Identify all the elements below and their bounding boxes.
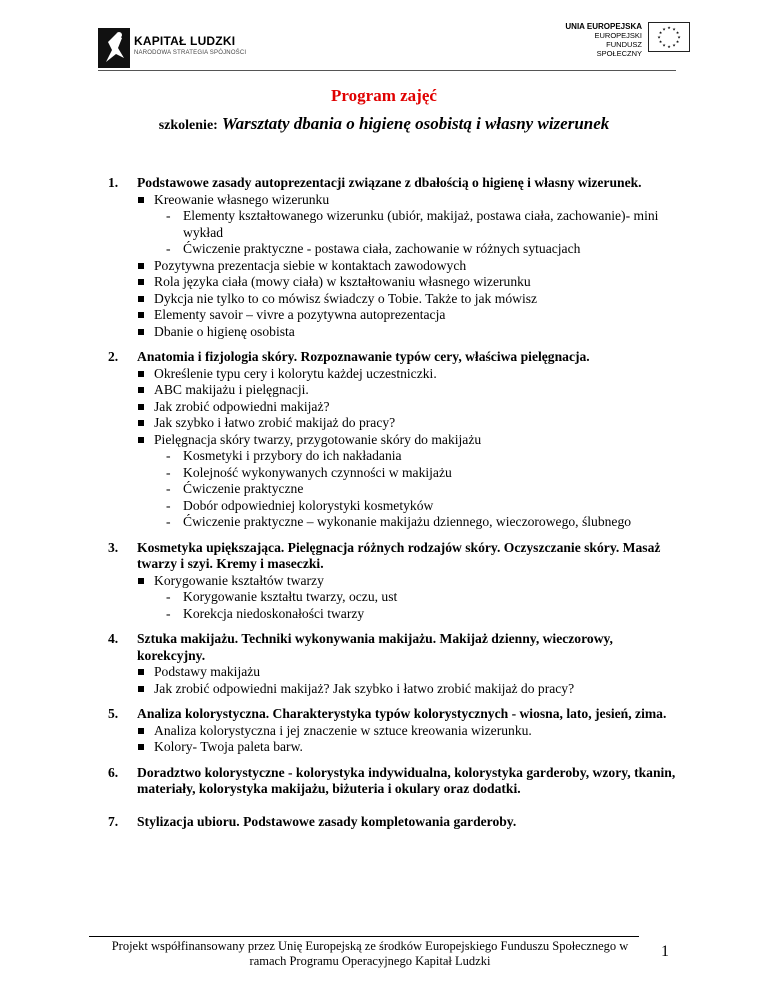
- eu-logo-text: [560, 22, 642, 58]
- dash-bullet-icon: -: [166, 208, 171, 223]
- dash-bullet-icon: -: [166, 464, 171, 480]
- list-item-text: Kreowanie własnego wizerunku: [154, 191, 330, 207]
- section-heading: Sztuka makijażu. Techniki wykonywania makijażu. Makijaż dzienny, wieczorowy, korekcyjny.: [137, 631, 613, 663]
- square-bullet-icon: [138, 197, 144, 203]
- sub-item: [137, 465, 678, 482]
- training-label: szkolenie:: [158, 118, 218, 133]
- section-heading: Anatomia i fizjologia skóry. Rozpoznawanie typów cery, właściwa pielęgnacja.: [137, 349, 590, 364]
- footer-line1: Projekt współfinansowany przez Unię Europejską ze środków Europejskiego Funduszu Społecznego w: [111, 939, 629, 953]
- sub-item-text: Korygowanie kształtu twarzy, oczu, ust: [183, 589, 398, 604]
- list-item-text: Rola języka ciała (mowy ciała) w kształtowaniu własnego wizerunku: [154, 274, 531, 289]
- square-bullet-icon: [138, 578, 144, 584]
- svg-text:★: ★: [675, 39, 680, 44]
- svg-text:★: ★: [672, 26, 676, 32]
- list-item: [137, 258, 678, 275]
- square-bullet-icon: [138, 686, 144, 692]
- sub-item: [137, 514, 678, 531]
- square-bullet-icon: [138, 263, 144, 269]
- program-section: [108, 349, 678, 531]
- list-item-text: Określenie typu cery i kolorytu każdej uczestniczki.: [154, 365, 437, 381]
- list-item-text: Jak zrobić odpowiedni makijaż?: [154, 398, 330, 414]
- square-bullet-icon: [138, 437, 144, 443]
- eu-logo-line2: EUROPEJSKI: [594, 31, 642, 40]
- list-item-text: Analiza kolorystyczna i jej znaczenie w sztuce kreowania wizerunku.: [154, 722, 532, 738]
- square-bullet-icon: [138, 312, 144, 318]
- list-item: [137, 432, 678, 449]
- training-subtitle: [0, 114, 768, 134]
- list-item-text: Jak szybko i łatwo zrobić makijaż do pracy?: [154, 415, 396, 430]
- square-bullet-icon: [138, 296, 144, 302]
- svg-text:★: ★: [658, 30, 663, 35]
- footer-line2: ramach Programu Operacyjnego Kapitał Ludzki: [249, 954, 491, 968]
- square-bullet-icon: [138, 744, 144, 750]
- square-bullet-icon: [138, 371, 144, 377]
- list-item: [137, 291, 678, 308]
- list-item: [137, 415, 678, 432]
- square-bullet-icon: [138, 420, 144, 426]
- program-list: [108, 175, 678, 839]
- dash-bullet-icon: -: [166, 589, 171, 604]
- svg-text:★: ★: [675, 30, 680, 35]
- list-item: [137, 681, 678, 698]
- sub-item: [137, 241, 678, 258]
- section-number: 6.: [108, 764, 119, 780]
- dash-bullet-icon: -: [166, 241, 171, 256]
- list-item: [137, 573, 678, 590]
- page-footer: [89, 939, 651, 969]
- header-divider: [98, 70, 676, 71]
- list-item: [137, 366, 678, 383]
- list-item-text: Dykcja nie tylko to co mówisz świadczy o Tobie. Także to jak mówisz: [154, 290, 538, 306]
- sub-item: [137, 448, 678, 465]
- list-item-text: Dbanie o higienę osobista: [154, 323, 295, 339]
- list-item-text: Jak zrobić odpowiedni makijaż? Jak szybko i łatwo zrobić makijaż do pracy?: [154, 680, 575, 696]
- list-item: [137, 723, 678, 740]
- list-item-text: Podstawy makijażu: [154, 664, 261, 679]
- svg-text:★: ★: [672, 42, 676, 48]
- svg-text:★: ★: [667, 25, 671, 30]
- sub-item-text: Elementy kształtowanego wizerunku (ubiór, makijaż, postawa ciała, zachowanie)- mini wykład: [183, 208, 659, 240]
- list-item: [137, 664, 678, 681]
- dash-bullet-icon: -: [166, 497, 171, 513]
- dash-bullet-icon: -: [166, 448, 171, 463]
- section-number: 3.: [108, 539, 119, 555]
- sub-item-text: Ćwiczenie praktyczne – wykonanie makijażu dziennego, wieczorowego, ślubnego: [183, 514, 632, 529]
- section-number: 2.: [108, 349, 119, 364]
- list-item: [137, 192, 678, 209]
- eu-logo-line1: UNIA EUROPEJSKA: [565, 22, 642, 31]
- sub-item-text: Korekcja niedoskonałości twarzy: [183, 605, 365, 621]
- svg-text:★: ★: [677, 34, 681, 40]
- section-heading: Doradztwo kolorystyczne - kolorystyka indywidualna, kolorystyka garderoby, wzory, tkanin, materiały, kolorystyka makijażu, biżuteria i okulary oraz dodatki.: [137, 764, 676, 796]
- sub-item: [137, 589, 678, 606]
- list-item-text: Elementy savoir – vivre a pozytywna autoprezentacja: [154, 307, 446, 322]
- square-bullet-icon: [138, 387, 144, 393]
- list-item: [137, 274, 678, 291]
- svg-text:★: ★: [658, 39, 663, 44]
- page-number: 1: [661, 943, 669, 960]
- kapital-ludzki-subtitle: NARODOWA STRATEGIA SPÓJNOŚCI: [134, 50, 247, 56]
- section-number: 4.: [108, 631, 119, 646]
- section-heading: Analiza kolorystyczna. Charakterystyka typów kolorystycznych - wiosna, lato, jesień, zima.: [137, 706, 667, 721]
- sub-item-text: Ćwiczenie praktyczne: [183, 481, 304, 496]
- eu-logo-line3: FUNDUSZ SPOŁECZNY: [596, 40, 642, 58]
- dash-bullet-icon: -: [166, 514, 171, 529]
- sub-item-text: Kolejność wykonywanych czynności w makijażu: [183, 464, 452, 480]
- sub-item: [137, 481, 678, 498]
- square-bullet-icon: [138, 728, 144, 734]
- dash-bullet-icon: -: [166, 605, 171, 621]
- section-number: 7.: [108, 813, 119, 829]
- program-section: [108, 706, 678, 756]
- section-number: 1.: [108, 175, 119, 190]
- dash-bullet-icon: -: [166, 481, 171, 496]
- program-section: [108, 540, 678, 623]
- sub-item: [137, 208, 678, 241]
- section-heading: Kosmetyka upiększająca. Pielęgnacja różnych rodzajów skóry. Oczyszczanie skóry. Masaż twarzy i szyi. Kremy i maseczki.: [137, 539, 661, 571]
- list-item-text: Pielęgnacja skóry twarzy, przygotowanie skóry do makijażu: [154, 431, 482, 447]
- square-bullet-icon: [138, 669, 144, 675]
- section-heading: Stylizacja ubioru. Podstawowe zasady kompletowania garderoby.: [137, 813, 517, 829]
- list-item-text: ABC makijażu i pielęgnacji.: [154, 382, 309, 397]
- svg-text:★: ★: [662, 26, 666, 32]
- page-header: [0, 0, 768, 90]
- list-item: [137, 399, 678, 416]
- section-heading: Podstawowe zasady autoprezentacji związane z dbałością o higienę i własny wizerunek.: [137, 175, 642, 190]
- svg-text:★: ★: [667, 44, 671, 49]
- list-item-text: Kolory- Twoja paleta barw.: [154, 739, 303, 754]
- sub-item: [137, 498, 678, 515]
- program-section: [108, 631, 678, 697]
- sub-item-text: Dobór odpowiedniej kolorystyki kosmetyków: [183, 497, 434, 513]
- svg-text:★: ★: [662, 42, 666, 48]
- sub-item-text: Kosmetyki i przybory do ich nakładania: [183, 448, 402, 463]
- square-bullet-icon: [138, 279, 144, 285]
- list-item: [137, 324, 678, 341]
- page-title: Program zajęć: [331, 86, 437, 105]
- svg-text:★: ★: [657, 34, 661, 40]
- training-name: Warsztaty dbania o higienę osobistą i własny wizerunek: [221, 114, 610, 133]
- program-section: [108, 765, 678, 798]
- kapital-ludzki-title: KAPITAŁ LUDZKI: [134, 34, 236, 48]
- program-section: [108, 175, 678, 340]
- square-bullet-icon: [138, 329, 144, 335]
- footer-divider: [89, 936, 639, 937]
- program-section: [108, 814, 678, 831]
- list-item: [137, 382, 678, 399]
- section-number: 5.: [108, 706, 119, 721]
- sub-item-text: Ćwiczenie praktyczne - postawa ciała, zachowanie w różnych sytuacjach: [183, 241, 581, 256]
- kapital-ludzki-logo: [98, 28, 308, 70]
- eu-flag-icon: [648, 22, 690, 52]
- list-item: [137, 739, 678, 756]
- eu-logo: [560, 22, 690, 62]
- square-bullet-icon: [138, 404, 144, 410]
- kapital-ludzki-emblem-icon: [98, 28, 130, 68]
- list-item-text: Korygowanie kształtów twarzy: [154, 572, 324, 588]
- list-item: [137, 307, 678, 324]
- list-item-text: Pozytywna prezentacja siebie w kontaktach zawodowych: [154, 257, 467, 273]
- sub-item: [137, 606, 678, 623]
